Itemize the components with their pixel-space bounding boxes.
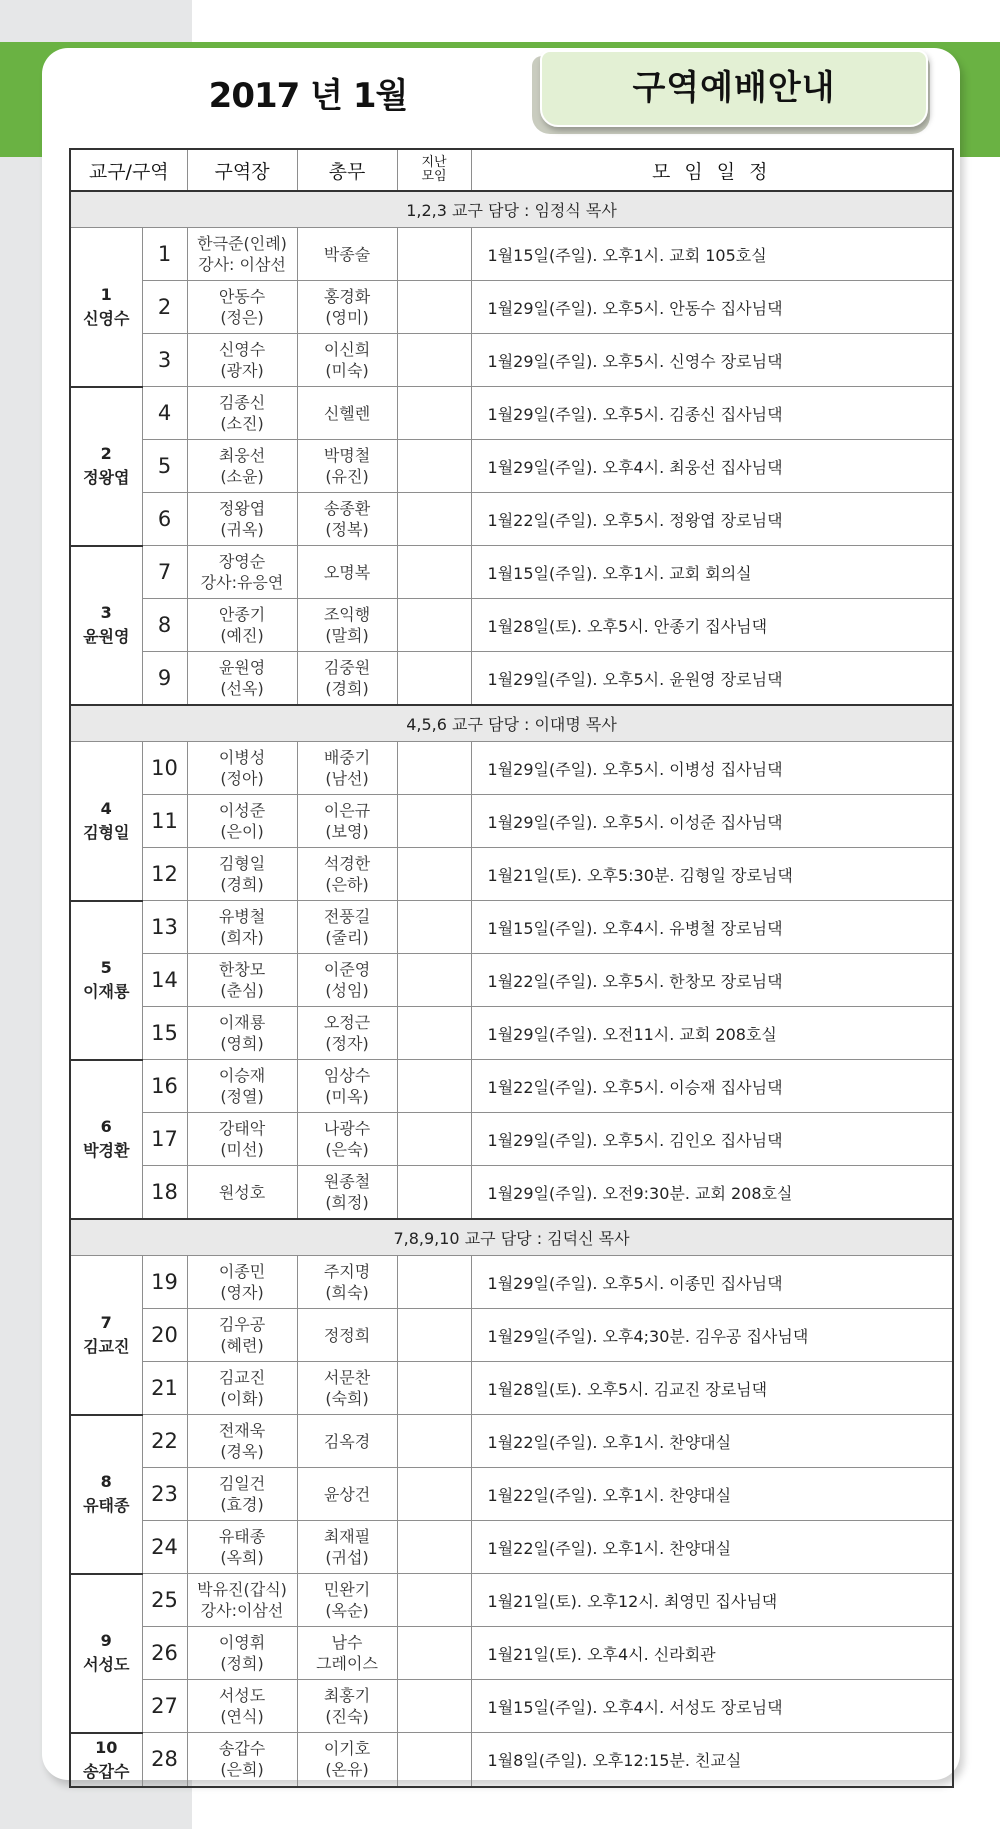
last-meeting-cell (397, 901, 471, 954)
last-meeting-cell (397, 1309, 471, 1362)
table-row (70, 848, 953, 901)
zone-number: 25 (142, 1574, 187, 1627)
meeting-schedule: 1월22일(주일). 오후1시. 찬양대실 (471, 1521, 953, 1574)
zone-leader: 안동수 (정은) (187, 281, 297, 334)
zone-leader: 이종민 (영자) (187, 1256, 297, 1309)
column-header-last-meeting-label: 지난 모임 (421, 155, 447, 184)
zone-leader: 이병성 (정아) (187, 742, 297, 795)
zone-secretary: 민완기 (옥순) (297, 1574, 397, 1627)
district-cell: 3 윤원영 (70, 546, 142, 706)
meeting-schedule: 1월29일(주일). 오전9:30분. 교회 208호실 (471, 1166, 953, 1220)
last-meeting-cell (397, 1113, 471, 1166)
zone-leader: 김종신 (소진) (187, 387, 297, 440)
meeting-schedule: 1월15일(주일). 오후1시. 교회 105호실 (471, 228, 953, 281)
last-meeting-cell (397, 1468, 471, 1521)
column-header-secretary: 총무 (297, 149, 397, 191)
last-meeting-cell (397, 1362, 471, 1415)
table-row (70, 334, 953, 387)
last-meeting-cell (397, 848, 471, 901)
section-header: 4,5,6 교구 담당 : 이대명 목사 (70, 705, 953, 742)
table-row (70, 1468, 953, 1521)
zone-number: 12 (142, 848, 187, 901)
zone-number: 5 (142, 440, 187, 493)
last-meeting-cell (397, 1733, 471, 1787)
zone-secretary: 임상수 (미옥) (297, 1060, 397, 1113)
table-row (70, 1256, 953, 1309)
table-row (70, 1627, 953, 1680)
last-meeting-cell (397, 1256, 471, 1309)
table-row (70, 1415, 953, 1468)
district-cell: 8 유태종 (70, 1415, 142, 1574)
district-cell: 1 신영수 (70, 228, 142, 387)
table-row (70, 1007, 953, 1060)
last-meeting-cell (397, 652, 471, 706)
last-meeting-cell (397, 1415, 471, 1468)
district-cell: 7 김교진 (70, 1256, 142, 1415)
zone-number: 19 (142, 1256, 187, 1309)
last-meeting-cell (397, 742, 471, 795)
zone-leader: 정왕엽 (귀옥) (187, 493, 297, 546)
last-meeting-cell (397, 546, 471, 599)
zone-secretary: 나광수 (은숙) (297, 1113, 397, 1166)
district-cell: 5 이재룡 (70, 901, 142, 1060)
zone-secretary: 이신희 (미숙) (297, 334, 397, 387)
table-body (70, 191, 953, 1787)
zone-number: 2 (142, 281, 187, 334)
section-header-row (70, 191, 953, 228)
column-header-district: 교구/구역 (70, 149, 187, 191)
table-row (70, 901, 953, 954)
zone-number: 8 (142, 599, 187, 652)
zone-leader: 김일건 (효경) (187, 1468, 297, 1521)
last-meeting-cell (397, 440, 471, 493)
zone-secretary: 배중기 (남선) (297, 742, 397, 795)
last-meeting-cell (397, 493, 471, 546)
last-meeting-cell (397, 1007, 471, 1060)
column-header-last-meeting (397, 149, 471, 191)
district-cell: 2 정왕엽 (70, 387, 142, 546)
last-meeting-cell (397, 387, 471, 440)
meeting-schedule: 1월29일(주일). 오후4시. 최웅선 집사님댁 (471, 440, 953, 493)
zone-number: 11 (142, 795, 187, 848)
zone-leader: 윤원영 (선옥) (187, 652, 297, 706)
zone-secretary: 오명복 (297, 546, 397, 599)
table-row (70, 954, 953, 1007)
meeting-schedule: 1월15일(주일). 오후4시. 유병철 장로님댁 (471, 901, 953, 954)
district-cell: 9 서성도 (70, 1574, 142, 1733)
meeting-schedule: 1월28일(토). 오후5시. 안종기 집사님댁 (471, 599, 953, 652)
zone-secretary: 석경한 (은하) (297, 848, 397, 901)
zone-leader: 이승재 (정열) (187, 1060, 297, 1113)
last-meeting-cell (397, 281, 471, 334)
zone-number: 24 (142, 1521, 187, 1574)
zone-secretary: 송종환 (정복) (297, 493, 397, 546)
zone-secretary: 박종술 (297, 228, 397, 281)
table-row (70, 1680, 953, 1733)
table-row (70, 440, 953, 493)
zone-number: 10 (142, 742, 187, 795)
zone-leader: 박유진(갑식) 강사:이삼선 (187, 1574, 297, 1627)
zone-number: 21 (142, 1362, 187, 1415)
table-row (70, 1574, 953, 1627)
column-header-schedule: 모 임 일 정 (471, 149, 953, 191)
zone-number: 27 (142, 1680, 187, 1733)
last-meeting-cell (397, 1166, 471, 1220)
zone-leader: 한창모 (춘심) (187, 954, 297, 1007)
table-row (70, 1733, 953, 1787)
zone-secretary: 오정근 (정자) (297, 1007, 397, 1060)
table-row (70, 742, 953, 795)
last-meeting-cell (397, 1521, 471, 1574)
table-row (70, 1521, 953, 1574)
zone-secretary: 남수 그레이스 (297, 1627, 397, 1680)
zone-number: 13 (142, 901, 187, 954)
zone-secretary: 홍경화 (영미) (297, 281, 397, 334)
meeting-schedule: 1월8일(주일). 오후12:15분. 친교실 (471, 1733, 953, 1787)
table-row (70, 1060, 953, 1113)
zone-leader: 최웅선 (소윤) (187, 440, 297, 493)
section-header: 7,8,9,10 교구 담당 : 김덕신 목사 (70, 1219, 953, 1256)
section-header: 1,2,3 교구 담당 : 임정식 목사 (70, 191, 953, 228)
district-cell: 6 박경환 (70, 1060, 142, 1220)
zone-number: 3 (142, 334, 187, 387)
meeting-schedule: 1월22일(주일). 오후5시. 정왕엽 장로님댁 (471, 493, 953, 546)
zone-number: 26 (142, 1627, 187, 1680)
zone-number: 28 (142, 1733, 187, 1787)
last-meeting-cell (397, 795, 471, 848)
district-cell: 10 송갑수 (70, 1733, 142, 1787)
zone-leader: 김형일 (경희) (187, 848, 297, 901)
page-title: 2017 년 1월 (208, 76, 408, 116)
zone-leader: 전재욱 (경옥) (187, 1415, 297, 1468)
zone-leader: 안종기 (예진) (187, 599, 297, 652)
last-meeting-cell (397, 599, 471, 652)
zone-number: 18 (142, 1166, 187, 1220)
zone-number: 9 (142, 652, 187, 706)
meeting-schedule: 1월29일(주일). 오후5시. 김종신 집사님댁 (471, 387, 953, 440)
meeting-schedule: 1월22일(주일). 오후1시. 찬양대실 (471, 1415, 953, 1468)
meeting-schedule: 1월29일(주일). 오후5시. 윤원영 장로님댁 (471, 652, 953, 706)
zone-secretary: 김중원 (경희) (297, 652, 397, 706)
table-row (70, 1309, 953, 1362)
meeting-schedule: 1월22일(주일). 오후5시. 이승재 집사님댁 (471, 1060, 953, 1113)
table-row (70, 652, 953, 706)
zone-secretary: 주지명 (희숙) (297, 1256, 397, 1309)
meeting-schedule: 1월29일(주일). 오후5시. 이종민 집사님댁 (471, 1256, 953, 1309)
last-meeting-cell (397, 954, 471, 1007)
zone-secretary: 김옥경 (297, 1415, 397, 1468)
zone-leader: 김교진 (이화) (187, 1362, 297, 1415)
meeting-schedule: 1월29일(주일). 오후5시. 안동수 집사님댁 (471, 281, 953, 334)
last-meeting-cell (397, 334, 471, 387)
zone-secretary: 이준영 (성임) (297, 954, 397, 1007)
meeting-schedule: 1월15일(주일). 오후1시. 교회 회의실 (471, 546, 953, 599)
last-meeting-cell (397, 1574, 471, 1627)
zone-leader: 송갑수 (은희) (187, 1733, 297, 1787)
last-meeting-cell (397, 1680, 471, 1733)
zone-number: 6 (142, 493, 187, 546)
zone-secretary: 조익행 (말희) (297, 599, 397, 652)
section-header-row (70, 1219, 953, 1256)
table-row (70, 599, 953, 652)
zone-number: 15 (142, 1007, 187, 1060)
zone-secretary: 윤상건 (297, 1468, 397, 1521)
meeting-schedule: 1월29일(주일). 오후5시. 김인오 집사님댁 (471, 1113, 953, 1166)
schedule-table (69, 148, 954, 1788)
table-row (70, 795, 953, 848)
zone-leader: 서성도 (연식) (187, 1680, 297, 1733)
table-row (70, 1113, 953, 1166)
table-row (70, 546, 953, 599)
section-header-row (70, 705, 953, 742)
table-row (70, 1362, 953, 1415)
meeting-schedule: 1월21일(토). 오후12시. 최영민 집사님댁 (471, 1574, 953, 1627)
meeting-schedule: 1월29일(주일). 오후5시. 신영수 장로님댁 (471, 334, 953, 387)
zone-secretary: 이은규 (보영) (297, 795, 397, 848)
table-header-row (70, 149, 953, 191)
column-header-leader: 구역장 (187, 149, 297, 191)
last-meeting-cell (397, 228, 471, 281)
zone-secretary: 서문찬 (숙희) (297, 1362, 397, 1415)
district-cell: 4 김형일 (70, 742, 142, 901)
zone-leader: 한극준(인례) 강사: 이삼선 (187, 228, 297, 281)
meeting-schedule: 1월22일(주일). 오후5시. 한창모 장로님댁 (471, 954, 953, 1007)
zone-number: 22 (142, 1415, 187, 1468)
zone-leader: 유태종 (옥희) (187, 1521, 297, 1574)
zone-number: 4 (142, 387, 187, 440)
zone-secretary: 원종철 (희정) (297, 1166, 397, 1220)
table-row (70, 387, 953, 440)
meeting-schedule: 1월22일(주일). 오후1시. 찬양대실 (471, 1468, 953, 1521)
table-row (70, 1166, 953, 1220)
zone-secretary: 최홍기 (진숙) (297, 1680, 397, 1733)
meeting-schedule: 1월28일(토). 오후5시. 김교진 장로님댁 (471, 1362, 953, 1415)
zone-leader: 강태악 (미선) (187, 1113, 297, 1166)
zone-secretary: 신헬렌 (297, 387, 397, 440)
zone-number: 7 (142, 546, 187, 599)
meeting-schedule: 1월29일(주일). 오후5시. 이병성 집사님댁 (471, 742, 953, 795)
zone-leader: 장영순 강사:유응연 (187, 546, 297, 599)
meeting-schedule: 1월21일(토). 오후5:30분. 김형일 장로님댁 (471, 848, 953, 901)
title-tab-label: 구역예배안내 (632, 68, 836, 108)
meeting-schedule: 1월29일(주일). 오후4;30분. 김우공 집사님댁 (471, 1309, 953, 1362)
table-row (70, 281, 953, 334)
zone-leader: 이재룡 (영희) (187, 1007, 297, 1060)
zone-number: 16 (142, 1060, 187, 1113)
zone-leader: 원성호 (187, 1166, 297, 1220)
zone-number: 14 (142, 954, 187, 1007)
zone-leader: 유병철 (희자) (187, 901, 297, 954)
zone-leader: 신영수 (광자) (187, 334, 297, 387)
zone-number: 23 (142, 1468, 187, 1521)
meeting-schedule: 1월29일(주일). 오후5시. 이성준 집사님댁 (471, 795, 953, 848)
zone-secretary: 박명철 (유진) (297, 440, 397, 493)
zone-number: 20 (142, 1309, 187, 1362)
last-meeting-cell (397, 1060, 471, 1113)
last-meeting-cell (397, 1627, 471, 1680)
meeting-schedule: 1월15일(주일). 오후4시. 서성도 장로님댁 (471, 1680, 953, 1733)
zone-secretary: 전풍길 (줄리) (297, 901, 397, 954)
zone-number: 17 (142, 1113, 187, 1166)
zone-leader: 이성준 (은이) (187, 795, 297, 848)
meeting-schedule: 1월29일(주일). 오전11시. 교회 208호실 (471, 1007, 953, 1060)
meeting-schedule: 1월21일(토). 오후4시. 신라회관 (471, 1627, 953, 1680)
zone-leader: 이영휘 (정희) (187, 1627, 297, 1680)
zone-number: 1 (142, 228, 187, 281)
zone-leader: 김우공 (혜련) (187, 1309, 297, 1362)
zone-secretary: 최재필 (귀섭) (297, 1521, 397, 1574)
zone-secretary: 정정희 (297, 1309, 397, 1362)
zone-secretary: 이기호 (온유) (297, 1733, 397, 1787)
table-row (70, 493, 953, 546)
table-row (70, 228, 953, 281)
